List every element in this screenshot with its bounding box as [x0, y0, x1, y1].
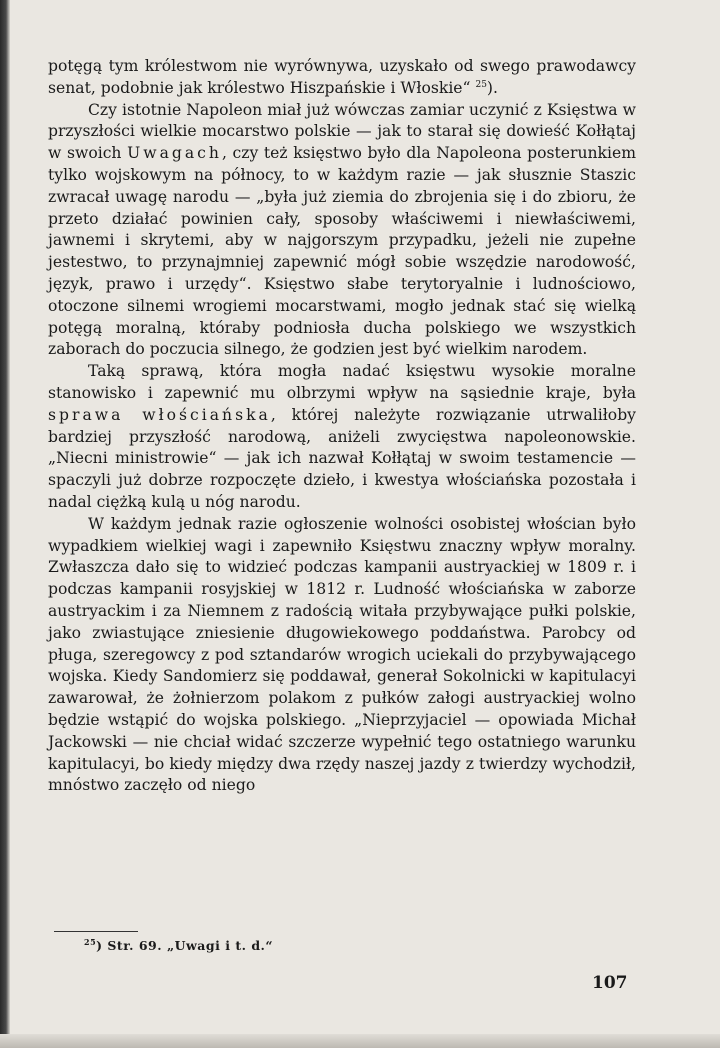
- spaced-emphasis: Uwagach: [127, 144, 222, 163]
- text-run: potęgą tym królestwom nie wyrównywa, uzyskało od swego prawodawcy senat, podobnie jak królestwo Hiszpańskie i Włoskie“: [48, 57, 636, 97]
- footnote: [84, 938, 273, 953]
- text-run: Czy istotnie Napoleon miał już wówczas zamiar uczynić z Księstwa w przyszłości wielkie mocarstwo polskie — jak to starał się dowieść Kołłątaj w swoich: [48, 100, 636, 163]
- footnote-marker: 25: [84, 937, 97, 947]
- spaced-emphasis: sprawa włościańska: [48, 405, 271, 424]
- body-text: [48, 56, 636, 797]
- page-binding-edge: [0, 0, 10, 1048]
- text-run: W każdym jednak razie ogłoszenie wolności osobistej włościan było wypadkiem wielkiej wagi i zapewniło Księstwu znaczny wpływ moralny. Zwłaszcza dało się to widzieć podczas kampanii austryackiej w 1809 r. i podczas kampanii rosyjskiej w 1812 r. Ludność włościańska w zaborze austryackim i za Niemnem z radością witała przybywające pułki polskie, jako zwiastujące zniesienie długowiekowego poddaństwa. Parobcy od pługa, szeregowcy z pod sztandarów wrogich uciekali do przybywającego wojska. Kiedy Sandomierz się poddawał, generał Sokolnicki w kapitulacyi zawarował, że żołnierzom polakom z pułków załogi austryackiej wolno będzie wstąpić do wojska polskiego. „Nieprzyjaciel — opowiada Michał Jackowski — nie chciał widać szczerze wypełnić tego ostatniego warunku kapitulacyi, bo kiedy między dwa rzędy naszej jazdy z twierdzy wychodził, mnóstwo zaczęło od niego: [48, 514, 636, 795]
- paragraph-1: [48, 100, 636, 362]
- text-run: , której należyte rozwiązanie utrwaliłoby bardziej przyszłość narodową, aniżeli zwycięstwa napoleonowskie. „Niecni ministrowie“ — jak ich nazwał Kołłątaj w swoim testamencie — spaczyli już dobrze rozpoczęte dzieło, i kwestya włościańska pozostała i nadal ciężką kulą u nóg narodu.: [48, 405, 636, 511]
- text-run: Taką sprawą, która mogła nadać księstwu wysokie moralne stanowisko i zapewnić mu olbrzymi wpływ na sąsiednie kraje, była: [48, 362, 636, 402]
- page-bottom-edge: [0, 1034, 720, 1048]
- footnote-rule: [54, 931, 138, 932]
- paragraph-3: [48, 514, 636, 797]
- text-run: ).: [486, 78, 498, 97]
- paragraph-0: [48, 56, 636, 100]
- footnote-text: ) Str. 69. „Uwagi i t. d.“: [96, 938, 274, 953]
- page-number: 107: [592, 973, 628, 993]
- footnote-reference: 25: [475, 79, 487, 90]
- text-run: , czy też księstwo było dla Napoleona posterunkiem tylko wojskowym na północy, to w każdym razie — jak słusznie Staszic zwracał uwagę narodu — „była już ziemia do zbrojenia się i do zbioru, że przeto działać powinien cały, sposoby właściwemi i niewłaściwemi, jawnemi i skrytemi, aby w najgorszym przypadku, jeżeli nie zupełne jestestwo, to przynajmniej zapewnić mógł sobie wszędzie narodowość, język, prawo i urzędy“. Księstwo słabe terytoryalnie i ludnościowo, otoczone silnemi wrogiemi mocarstwami, mogło jednak stać się wielką potęgą moralną, któraby podniosła ducha polskiego we wszystkich zaborach do poczucia silnego, że godzien jest być wielkim narodem.: [48, 144, 636, 359]
- paragraph-2: [48, 361, 636, 514]
